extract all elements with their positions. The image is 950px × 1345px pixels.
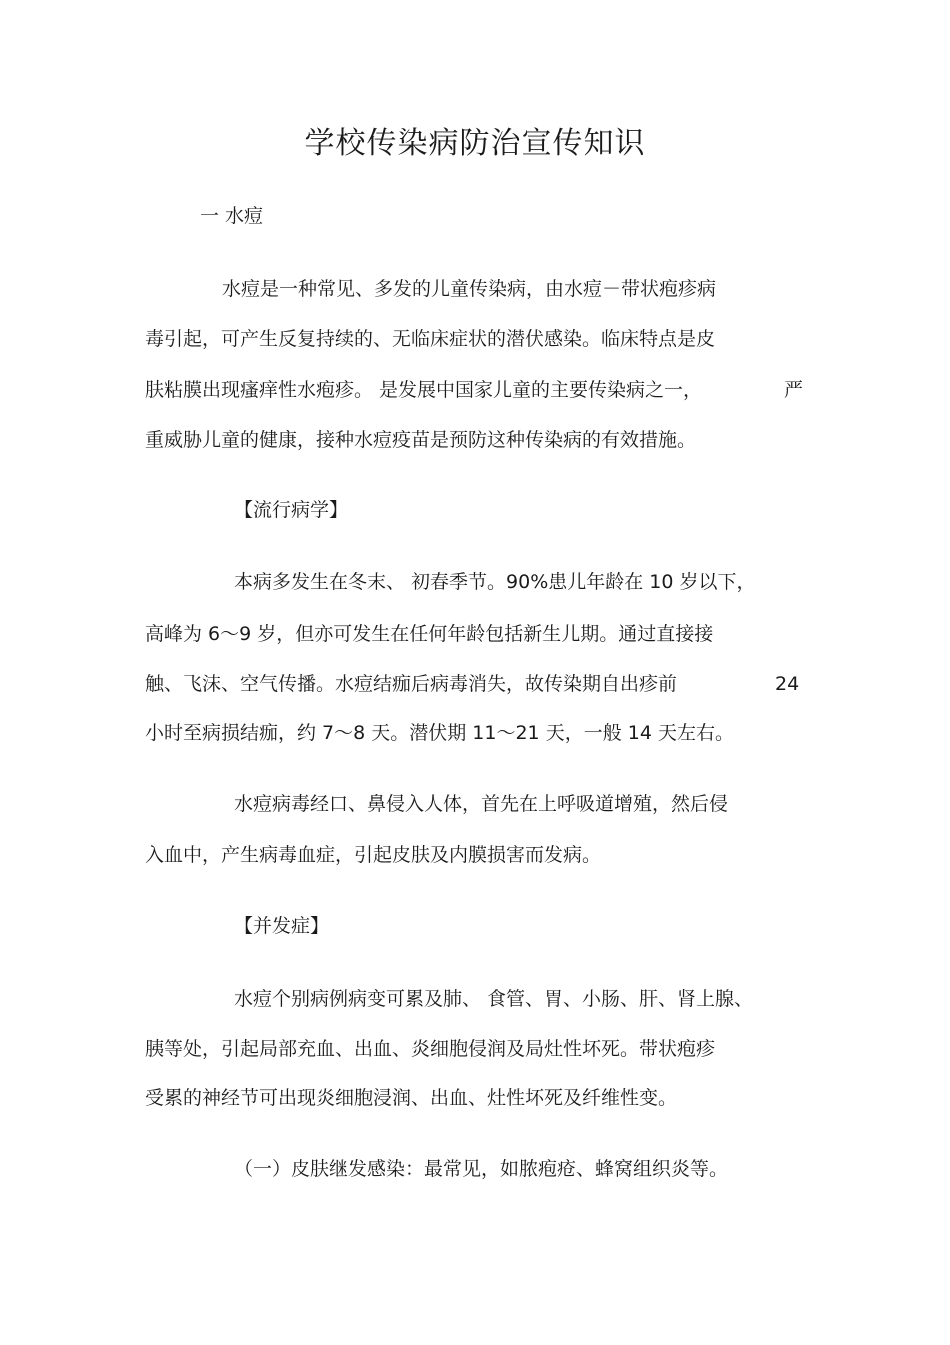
paragraph-line: 水痘病毒经口、鼻侵入人体，首先在上呼吸道增殖，然后侵 — [234, 793, 729, 815]
paragraph-line: 水痘是一种常见、多发的儿童传染病，由水痘－带状疱疹病 — [222, 278, 717, 300]
paragraph-line: 毒引起，可产生反复持续的、无临床症状的潜伏感染。临床特点是皮 — [145, 328, 716, 350]
paragraph-line: 小时至病损结痂，约 7～8 天。潜伏期 11～21 天，一般 14 天左右。 — [145, 722, 734, 744]
section-heading-epidemiology: 【流行病学】 — [234, 499, 349, 521]
paragraph-line-tail: 严 — [784, 379, 804, 401]
paragraph-line: 高峰为 6～9 岁，但亦可发生在任何年龄包括新生儿期。通过直接接 — [145, 623, 714, 645]
section-heading-complications: 【并发症】 — [234, 915, 330, 937]
section-heading-varicella: 一 水痘 — [200, 205, 264, 227]
paragraph-line: 水痘个别病例病变可累及肺、 食管、胃、小肠、肝、肾上腺、 — [234, 988, 754, 1010]
paragraph-line-tail: 24 — [775, 673, 800, 695]
list-item: （一）皮肤继发感染：最常见，如脓疱疮、蜂窝组织炎等。 — [234, 1158, 729, 1180]
paragraph-line: 入血中，产生病毒血症，引起皮肤及内膜损害而发病。 — [145, 844, 602, 866]
page-title: 学校传染病防治宣传知识 — [304, 126, 646, 161]
paragraph-line: 胰等处，引起局部充血、出血、炎细胞侵润及局灶性坏死。带状疱疹 — [145, 1038, 716, 1060]
paragraph-line: 肤粘膜出现瘙痒性水疱疹。 是发展中国家儿童的主要传染病之一， — [145, 379, 703, 401]
paragraph-line: 触、飞沫、空气传播。水痘结痂后病毒消失，故传染期自出疹前 — [145, 673, 678, 695]
paragraph-line: 本病多发生在冬末、 初春季节。90%患儿年龄在 10 岁以下， — [234, 571, 756, 593]
paragraph-line: 受累的神经节可出现炎细胞浸润、出血、灶性坏死及纤维性变。 — [145, 1087, 678, 1109]
paragraph-line: 重威胁儿童的健康，接种水痘疫苗是预防这种传染病的有效措施。 — [145, 429, 697, 451]
